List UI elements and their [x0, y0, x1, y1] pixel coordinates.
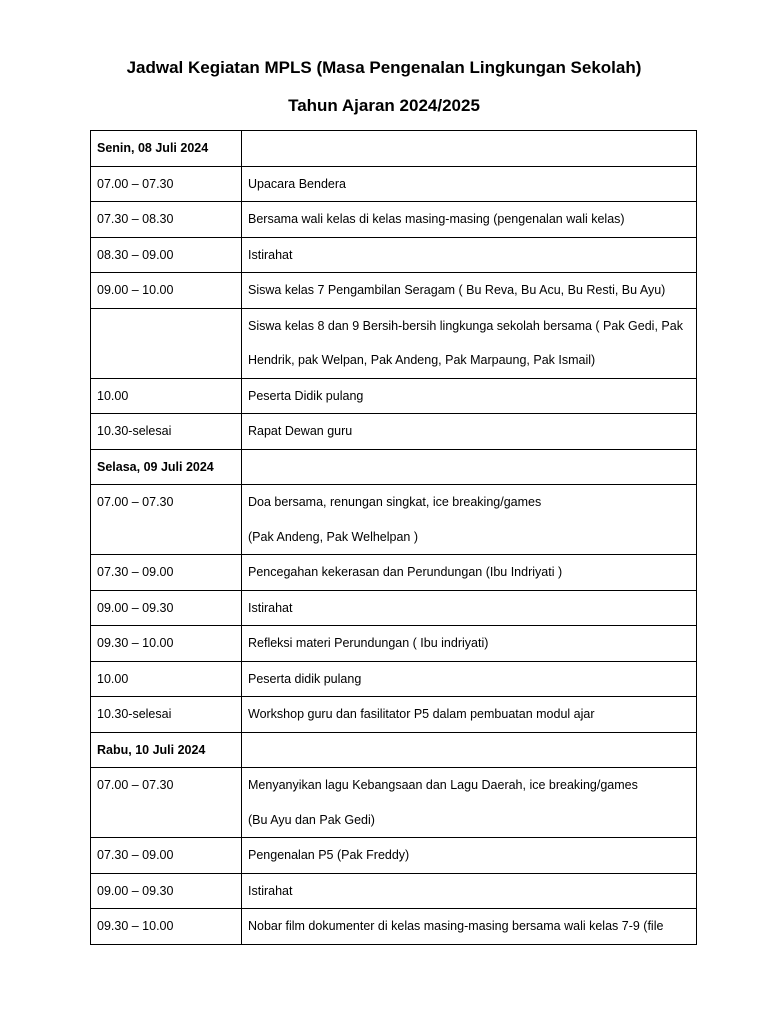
activity-line: Pengenalan P5 (Pak Freddy) [248, 848, 410, 862]
activity-cell [242, 697, 697, 733]
day-header-row [91, 131, 697, 167]
time-cell: 10.00 [91, 661, 242, 697]
activity-line: Pencegahan kekerasan dan Perundungan (Ibu Indriyati ) [248, 565, 563, 579]
schedule-row [91, 414, 697, 450]
schedule-row [91, 661, 697, 697]
time-cell: 09.00 – 10.00 [91, 273, 242, 309]
schedule-row [91, 909, 697, 945]
activity-line: Hendrik, pak Welpan, Pak Andeng, Pak Marpaung, Pak Ismail) [248, 353, 596, 367]
schedule-body [91, 131, 697, 945]
schedule-row [91, 697, 697, 733]
schedule-row [91, 590, 697, 626]
time-cell: 08.30 – 09.00 [91, 237, 242, 273]
activity-line: (Pak Andeng, Pak Welhelpan ) [248, 529, 419, 544]
time-cell: 07.00 – 07.30 [91, 485, 242, 555]
time-cell: 07.30 – 09.00 [91, 555, 242, 591]
activity-cell [242, 768, 697, 838]
activity-cell [242, 414, 697, 450]
activity-cell [242, 485, 697, 555]
time-cell: 10.30-selesai [91, 697, 242, 733]
schedule-row [91, 166, 697, 202]
schedule-row [91, 768, 697, 838]
time-cell: 07.30 – 08.30 [91, 202, 242, 238]
schedule-row [91, 873, 697, 909]
schedule-row [91, 273, 697, 309]
time-cell: 10.00 [91, 378, 242, 414]
time-cell: 07.30 – 09.00 [91, 838, 242, 874]
time-cell: 10.30-selesai [91, 414, 242, 450]
activity-cell [242, 873, 697, 909]
activity-cell [242, 838, 697, 874]
activity-line: Istirahat [248, 883, 293, 898]
activity-line: Istirahat [248, 600, 293, 615]
day-date-cell: Rabu, 10 Juli 2024 [91, 732, 242, 768]
schedule-row [91, 378, 697, 414]
schedule-row [91, 237, 697, 273]
time-cell: 07.00 – 07.30 [91, 166, 242, 202]
activity-cell [242, 909, 697, 945]
time-cell: 09.30 – 10.00 [91, 626, 242, 662]
activity-cell [242, 166, 697, 202]
activity-line: Peserta didik pulang [248, 671, 362, 686]
time-cell: 07.00 – 07.30 [91, 768, 242, 838]
day-date-cell: Senin, 08 Juli 2024 [91, 131, 242, 167]
time-cell: 09.00 – 09.30 [91, 873, 242, 909]
activity-line: Menyanyikan lagu Kebangsaan dan Lagu Daerah, ice breaking/games [248, 778, 638, 792]
activity-line: Nobar film dokumenter di kelas masing-masing bersama wali kelas 7-9 (file [248, 919, 664, 933]
empty-activity [248, 733, 690, 768]
activity-line: (Bu Ayu dan Pak Gedi) [248, 812, 375, 827]
time-cell [91, 308, 242, 378]
activity-cell [242, 378, 697, 414]
activity-line: Rapat Dewan guru [248, 424, 353, 438]
day-header-row [91, 449, 697, 485]
activity-line: Bersama wali kelas di kelas masing-masing (pengenalan wali kelas) [248, 212, 625, 226]
day-date-cell: Selasa, 09 Juli 2024 [91, 449, 242, 485]
activity-cell [242, 590, 697, 626]
activity-cell [242, 626, 697, 662]
activity-line: Refleksi materi Perundungan ( Ibu indriyati) [248, 636, 489, 650]
empty-activity [248, 131, 690, 166]
activity-line: Siswa kelas 8 dan 9 Bersih-bersih lingkunga sekolah bersama ( Pak Gedi, Pak [248, 318, 683, 333]
document-subtitle: Tahun Ajaran 2024/2025 [288, 96, 480, 115]
activity-cell [242, 555, 697, 591]
schedule-row [91, 838, 697, 874]
activity-line: Upacara Bendera [248, 176, 346, 191]
schedule-row [91, 308, 697, 378]
empty-activity [248, 450, 690, 485]
activity-line: Peserta Didik pulang [248, 388, 364, 403]
activity-cell [242, 449, 697, 485]
activity-cell [242, 202, 697, 238]
schedule-table [90, 130, 697, 945]
activity-cell [242, 661, 697, 697]
activity-line: Siswa kelas 7 Pengambilan Seragam ( Bu Reva, Bu Acu, Bu Resti, Bu Ayu) [248, 283, 666, 297]
schedule-row [91, 485, 697, 555]
activity-cell [242, 308, 697, 378]
time-cell: 09.30 – 10.00 [91, 909, 242, 945]
document-title: Jadwal Kegiatan MPLS (Masa Pengenalan Lingkungan Sekolah) [126, 58, 642, 77]
activity-cell [242, 131, 697, 167]
activity-cell [242, 273, 697, 309]
activity-line: Doa bersama, renungan singkat, ice breaking/games [248, 495, 542, 509]
activity-line: Workshop guru dan fasilitator P5 dalam pembuatan modul ajar [248, 707, 595, 721]
activity-line: Istirahat [248, 247, 293, 262]
schedule-row [91, 555, 697, 591]
schedule-row [91, 202, 697, 238]
time-cell: 09.00 – 09.30 [91, 590, 242, 626]
day-header-row [91, 732, 697, 768]
activity-cell [242, 732, 697, 768]
activity-cell [242, 237, 697, 273]
schedule-row [91, 626, 697, 662]
